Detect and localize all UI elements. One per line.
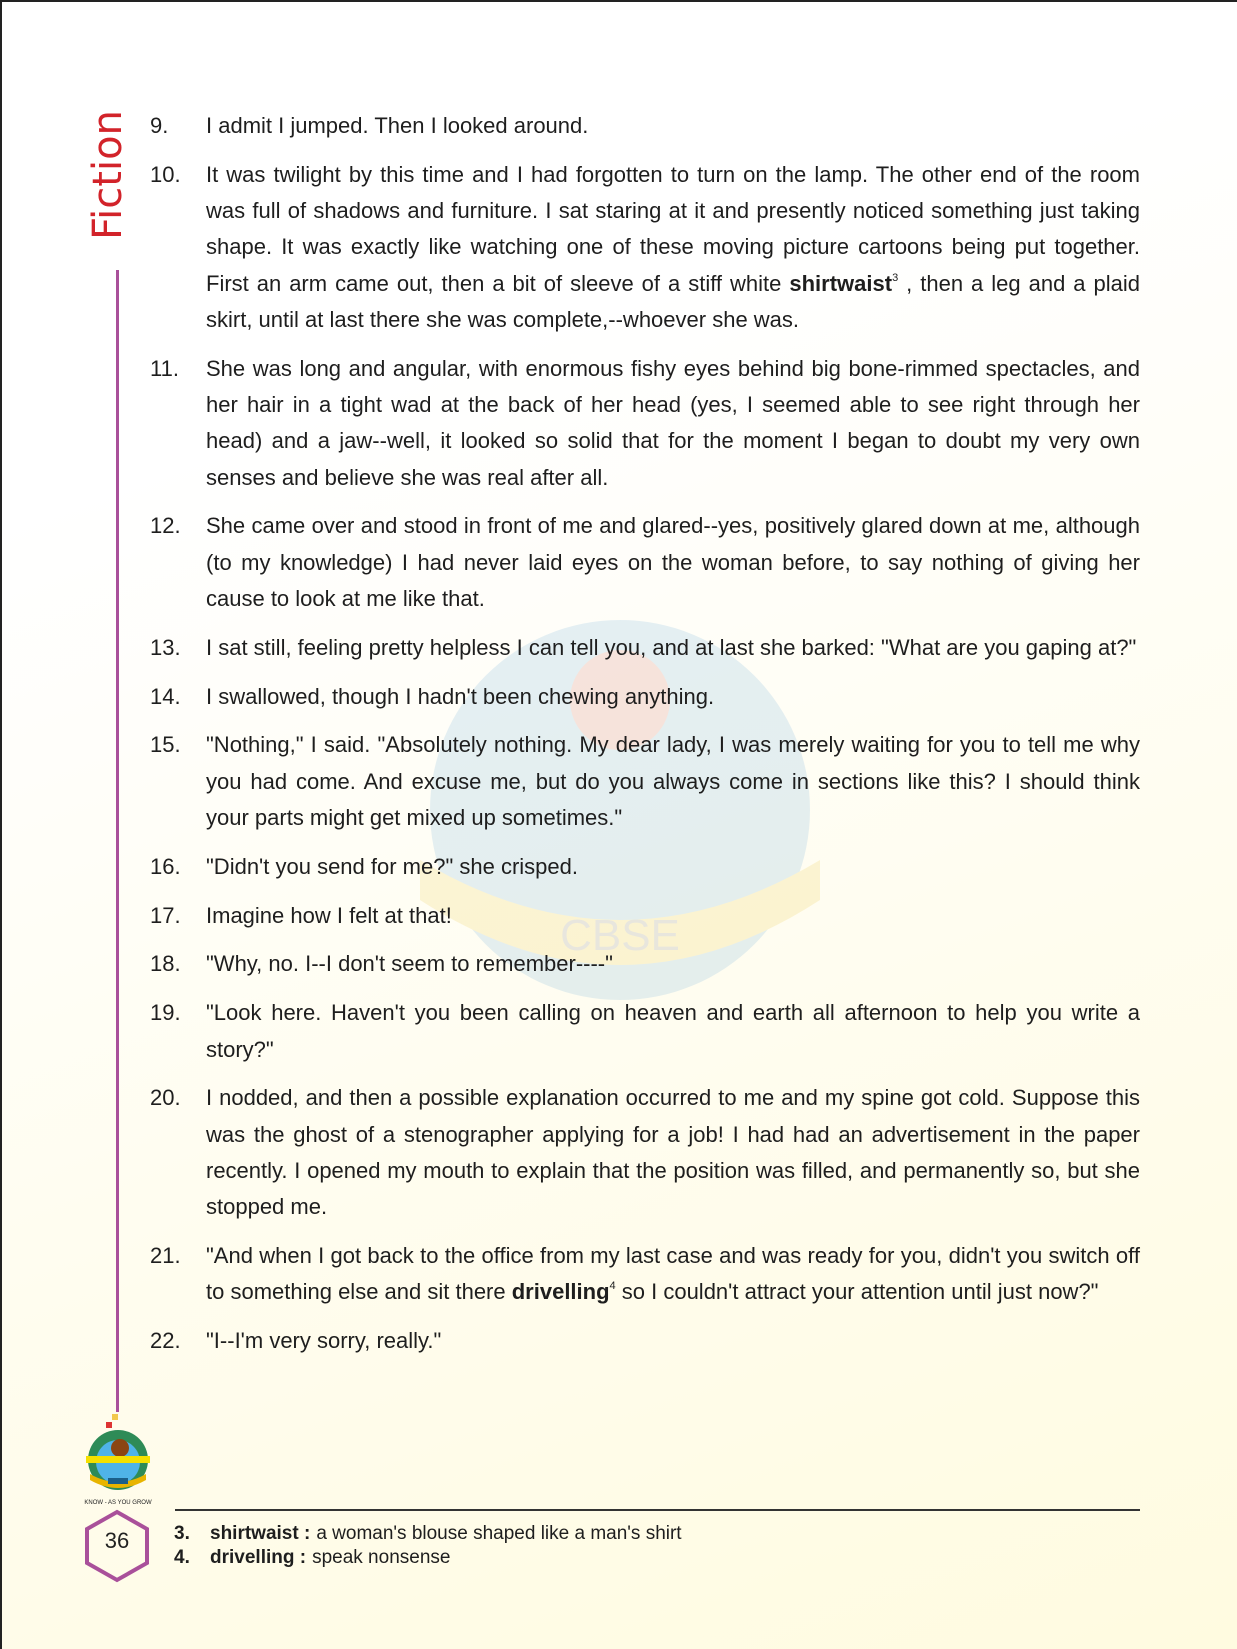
paragraph-text: "Look here. Haven't you been calling on heaven and earth all afternoon to help you write a story?"	[206, 1000, 1140, 1062]
story-body	[150, 108, 1140, 1372]
paragraph-text: "I--I'm very sorry, really."	[206, 1328, 442, 1354]
paragraph-text-part: , then a leg and a plaid skirt, until at last there she was complete,--whoever she was.	[206, 270, 1141, 332]
paragraph-text: "Nothing," I said. "Absolutely nothing. My dear lady, I was merely waiting for you to tell me why you had come. And excuse me, but do you always come in sections like this? I should think your parts might get mixed up sometimes."	[206, 732, 1140, 831]
paragraph-text: "Why, no. I--I don't seem to remember----"	[206, 951, 613, 977]
paragraph-text: I sat still, feeling pretty helpless I can tell you, and at last she barked: "What are you gaping at?"	[206, 634, 1137, 660]
cbse-logo-icon	[82, 1412, 154, 1508]
paragraph-14	[150, 679, 1140, 715]
logo-caption: KNOW - AS YOU GROW	[84, 1500, 152, 1506]
paragraph-text: Imagine how I felt at that!	[206, 902, 452, 928]
glossary-term-shirtwaist: shirtwaist	[789, 270, 893, 296]
paragraph-text	[206, 1238, 1140, 1311]
paragraph-number: 16.	[150, 853, 181, 879]
paragraph-number: 22.	[150, 1328, 181, 1354]
paragraph-21	[150, 1238, 1140, 1311]
footnote-4	[174, 1546, 682, 1570]
section-label	[84, 108, 134, 248]
page-border-left	[0, 0, 2, 1649]
paragraph-number: 19.	[150, 1000, 181, 1026]
paragraph-number: 14.	[150, 683, 181, 709]
paragraph-12	[150, 508, 1140, 617]
paragraph-text	[206, 157, 1140, 338]
paragraph-text: She came over and stood in front of me and glared--yes, positively glared down at me, although (to my knowledge) I had never laid eyes on the woman before, to say nothing of giving her cause to look at me like that.	[206, 513, 1140, 612]
paragraph-number: 13.	[150, 634, 181, 660]
paragraph-text: I nodded, and then a possible explanation occurred to me and my spine got cold. Suppose this was the ghost of a stenographer applying for a job! I had had an advertisement in the paper recently. I opened my mouth to explain that the position was filled, and permanently so, but she stopped me.	[206, 1085, 1140, 1220]
glossary-term-drivelling: drivelling	[511, 1279, 610, 1305]
paragraph-text-part: so I couldn't attract your attention until just now?"	[615, 1279, 1099, 1305]
paragraph-number: 10.	[150, 161, 181, 187]
paragraph-text-part: It was twilight by this time and I had forgotten to turn on the lamp. The other end of the room was full of shadows and furniture. I sat staring at it and presently noticed something just taking shape. It was exactly like watching one of these moving picture cartoons being put together. First an arm came out, then a bit of sleeve of a stiff white	[206, 161, 1140, 296]
paragraph-number: 20.	[150, 1085, 181, 1111]
footnote-ref-4[interactable]: 4	[609, 1280, 616, 1293]
footnotes	[174, 1522, 682, 1570]
watermark-text: CBSE	[560, 911, 680, 960]
footnote-definition: speak nonsense	[312, 1547, 451, 1568]
footnote-term: shirtwaist :	[210, 1523, 311, 1544]
footnote-term: drivelling :	[210, 1547, 307, 1568]
paragraph-15	[150, 727, 1140, 836]
page-border-top	[0, 0, 1237, 2]
paragraph-22	[150, 1323, 1140, 1359]
paragraph-number: 11.	[150, 355, 179, 381]
footnote-number: 4.	[174, 1547, 190, 1568]
paragraph-text: I swallowed, though I hadn't been chewing anything.	[206, 683, 715, 709]
section-label-text: Fiction	[85, 110, 131, 240]
footnote-3	[174, 1522, 682, 1546]
paragraph-number: 21.	[150, 1243, 181, 1269]
paragraph-number: 12.	[150, 513, 181, 539]
footnote-definition: a woman's blouse shaped like a man's shirt	[316, 1523, 682, 1544]
paragraph-text: She was long and angular, with enormous fishy eyes behind big bone-rimmed spectacles, and her hair in a tight wad at the back of her head (yes, I seemed able to see right through her head) and a jaw--well, it looked so solid that for the moment I began to doubt my very own senses and believe she was real after all.	[206, 355, 1140, 490]
paragraph-text-part: "And when I got back to the office from my last case and was ready for you, didn't you switch off to something else and sit there	[206, 1243, 1140, 1305]
footnote-number: 3.	[174, 1523, 190, 1544]
footnote-ref-3[interactable]: 3	[892, 271, 899, 284]
paragraph-16	[150, 849, 1140, 885]
paragraph-number: 17.	[150, 902, 181, 928]
paragraph-10	[150, 157, 1140, 338]
footnote-divider	[175, 1509, 1140, 1511]
paragraph-19	[150, 995, 1140, 1068]
paragraph-text: I admit I jumped. Then I looked around.	[206, 113, 589, 138]
paragraph-13	[150, 630, 1140, 666]
paragraph-17	[150, 898, 1140, 934]
paragraph-number: 18.	[150, 951, 181, 977]
paragraph-18	[150, 946, 1140, 982]
side-accent-rule	[116, 270, 119, 1412]
paragraph-20	[150, 1080, 1140, 1225]
page-number: 36	[104, 1528, 130, 1553]
paragraph-number: 15.	[150, 732, 181, 758]
paragraph-11	[150, 351, 1140, 496]
paragraph-number: 9.	[150, 113, 169, 138]
paragraph-text: "Didn't you send for me?" she crisped.	[206, 853, 579, 879]
paragraph-9	[150, 108, 1140, 144]
